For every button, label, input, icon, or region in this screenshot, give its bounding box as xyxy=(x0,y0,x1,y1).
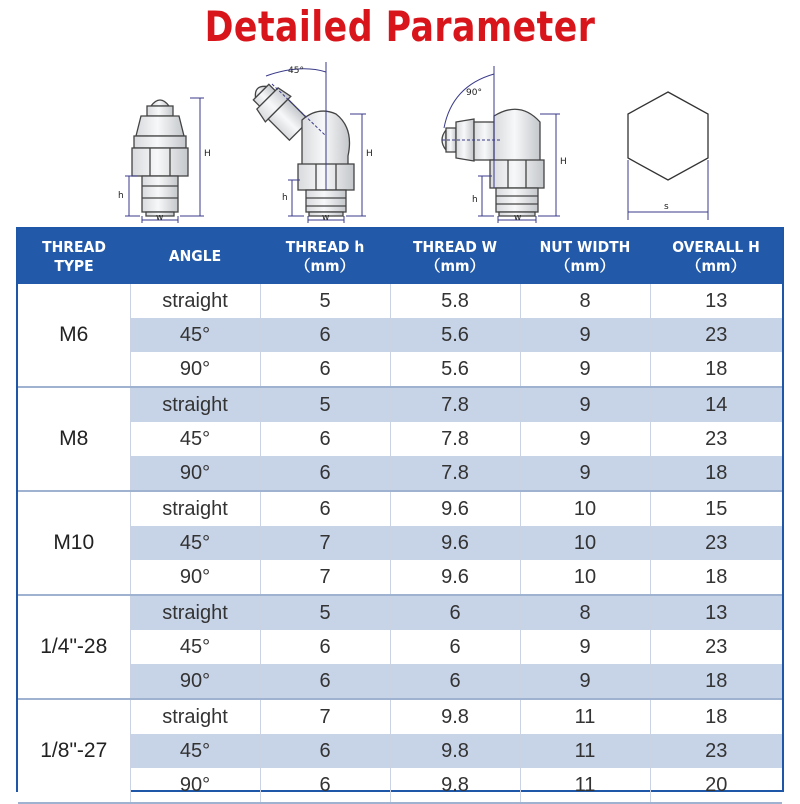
diagram-svg xyxy=(0,56,800,226)
thread-w-cell: 7.8 xyxy=(390,422,520,456)
nut-width-cell: 9 xyxy=(520,664,650,699)
column-header-thread-w xyxy=(390,229,520,284)
thread-w-cell: 5.6 xyxy=(390,352,520,387)
column-header-line1: NUT WIDTH xyxy=(539,237,631,256)
nut-width-cell: 9 xyxy=(520,387,650,422)
thread-w-cell: 9.8 xyxy=(390,768,520,803)
nut-width-cell: 9 xyxy=(520,352,650,387)
overall-h-cell: 13 xyxy=(650,284,782,318)
thread-h-cell: 6 xyxy=(260,318,390,352)
table-row xyxy=(18,595,782,630)
table-row xyxy=(18,318,782,352)
thread-h-cell: 7 xyxy=(260,699,390,734)
thread-w-cell: 9.6 xyxy=(390,526,520,560)
thread-type-cell: 1/8"-27 xyxy=(18,699,130,803)
nut-width-cell: 10 xyxy=(520,526,650,560)
nut-width-cell: 10 xyxy=(520,560,650,595)
angle-cell: 90° xyxy=(130,560,260,595)
table-row xyxy=(18,734,782,768)
angle-cell: 45° xyxy=(130,734,260,768)
thread-w-cell: 9.6 xyxy=(390,491,520,526)
overall-h-cell: 18 xyxy=(650,699,782,734)
table-row xyxy=(18,491,782,526)
overall-h-cell: 23 xyxy=(650,318,782,352)
nut-width-cell: 9 xyxy=(520,456,650,491)
nut-width-cell: 10 xyxy=(520,491,650,526)
angle-cell: 45° xyxy=(130,526,260,560)
table-row xyxy=(18,768,782,803)
thread-type-cell: M8 xyxy=(18,387,130,491)
angle-cell: straight xyxy=(130,595,260,630)
angle-cell: 90° xyxy=(130,768,260,803)
straight-fitting-diagram xyxy=(132,100,188,216)
straight-w-label: w xyxy=(156,213,164,223)
parameter-table-container xyxy=(16,227,784,796)
angle-cell: straight xyxy=(130,699,260,734)
thread-h-cell: 6 xyxy=(260,664,390,699)
nut-width-cell: 9 xyxy=(520,318,650,352)
table-row xyxy=(18,526,782,560)
thread-h-cell: 6 xyxy=(260,734,390,768)
angle-cell: 90° xyxy=(130,352,260,387)
angle90-angle-label: 90° xyxy=(466,88,482,98)
angle45-angle-label: 45° xyxy=(288,66,304,76)
column-header-line2: （mm） xyxy=(294,256,356,275)
overall-h-cell: 23 xyxy=(650,526,782,560)
straight-h-label: h xyxy=(118,191,124,201)
thread-w-cell: 5.6 xyxy=(390,318,520,352)
thread-w-cell: 7.8 xyxy=(390,387,520,422)
table-header-row xyxy=(18,229,782,284)
angle-cell: 90° xyxy=(130,456,260,491)
angle-cell: straight xyxy=(130,284,260,318)
thread-w-cell: 9.6 xyxy=(390,560,520,595)
nut-width-cell: 9 xyxy=(520,422,650,456)
overall-h-cell: 20 xyxy=(650,768,782,803)
table-row xyxy=(18,699,782,734)
overall-h-cell: 18 xyxy=(650,456,782,491)
overall-h-cell: 18 xyxy=(650,664,782,699)
column-header-line1: THREAD h xyxy=(285,237,365,256)
hex-nut-diagram xyxy=(628,92,708,220)
table-row xyxy=(18,352,782,387)
table-row xyxy=(18,456,782,491)
nut-width-cell: 11 xyxy=(520,768,650,803)
angle-cell: straight xyxy=(130,491,260,526)
thread-h-cell: 6 xyxy=(260,768,390,803)
overall-h-cell: 14 xyxy=(650,387,782,422)
angle45-H-label: H xyxy=(366,149,373,159)
thread-h-cell: 6 xyxy=(260,630,390,664)
column-header-thread-type xyxy=(18,229,130,284)
thread-h-cell: 5 xyxy=(260,595,390,630)
column-header-line2: TYPE xyxy=(54,256,94,275)
table-row xyxy=(18,664,782,699)
nut-width-cell: 8 xyxy=(520,595,650,630)
angle45-w-label: w xyxy=(322,213,330,223)
column-header-line1: THREAD W xyxy=(412,237,498,256)
fitting-diagrams xyxy=(0,56,800,226)
table-body xyxy=(18,284,782,803)
column-header-line1: THREAD xyxy=(42,237,106,256)
angle90-h-label: h xyxy=(472,195,478,205)
nut-width-cell: 8 xyxy=(520,284,650,318)
thread-w-cell: 7.8 xyxy=(390,456,520,491)
column-header-line1: ANGLE xyxy=(168,247,222,265)
nut-width-cell: 11 xyxy=(520,699,650,734)
column-header-line2: （mm） xyxy=(554,256,616,275)
angle-cell: 90° xyxy=(130,664,260,699)
nut-width-cell: 9 xyxy=(520,630,650,664)
angle90-H-label: H xyxy=(560,157,567,167)
column-header-thread-h xyxy=(260,229,390,284)
thread-w-cell: 6 xyxy=(390,595,520,630)
nut-width-cell: 11 xyxy=(520,734,650,768)
table-row xyxy=(18,560,782,595)
table-row xyxy=(18,387,782,422)
overall-h-cell: 13 xyxy=(650,595,782,630)
thread-w-cell: 5.8 xyxy=(390,284,520,318)
thread-type-cell: 1/4"-28 xyxy=(18,595,130,699)
angle-cell: 45° xyxy=(130,630,260,664)
overall-h-cell: 18 xyxy=(650,352,782,387)
column-header-line2: （mm） xyxy=(685,256,747,275)
thread-w-cell: 9.8 xyxy=(390,699,520,734)
thread-h-cell: 6 xyxy=(260,422,390,456)
table-row xyxy=(18,422,782,456)
column-header-overall-h xyxy=(650,229,782,284)
thread-h-cell: 5 xyxy=(260,387,390,422)
thread-h-cell: 6 xyxy=(260,456,390,491)
angle45-fitting-diagram xyxy=(245,76,354,216)
column-header-line2: （mm） xyxy=(424,256,486,275)
overall-h-cell: 15 xyxy=(650,491,782,526)
thread-h-cell: 6 xyxy=(260,352,390,387)
straight-H-label: H xyxy=(204,149,211,159)
thread-w-cell: 9.8 xyxy=(390,734,520,768)
table-row xyxy=(18,630,782,664)
table-row xyxy=(18,284,782,318)
thread-w-cell: 6 xyxy=(390,630,520,664)
parameter-table xyxy=(18,229,782,804)
column-header-angle xyxy=(130,229,260,284)
overall-h-cell: 23 xyxy=(650,630,782,664)
angle45-h-label: h xyxy=(282,193,288,203)
thread-h-cell: 5 xyxy=(260,284,390,318)
thread-w-cell: 6 xyxy=(390,664,520,699)
overall-h-cell: 23 xyxy=(650,422,782,456)
angle-cell: 45° xyxy=(130,318,260,352)
hex-s-label: s xyxy=(664,202,669,212)
thread-type-cell: M10 xyxy=(18,491,130,595)
column-header-line1: OVERALL H xyxy=(672,237,760,256)
angle90-w-label: w xyxy=(514,213,522,223)
overall-h-cell: 23 xyxy=(650,734,782,768)
thread-h-cell: 7 xyxy=(260,526,390,560)
overall-h-cell: 18 xyxy=(650,560,782,595)
angle90-fitting-diagram xyxy=(442,109,544,216)
thread-h-cell: 6 xyxy=(260,491,390,526)
angle-cell: 45° xyxy=(130,422,260,456)
angle-cell: straight xyxy=(130,387,260,422)
thread-h-cell: 7 xyxy=(260,560,390,595)
page-title: Detailed Parameter xyxy=(204,2,596,51)
column-header-nut-width xyxy=(520,229,650,284)
thread-type-cell: M6 xyxy=(18,284,130,387)
